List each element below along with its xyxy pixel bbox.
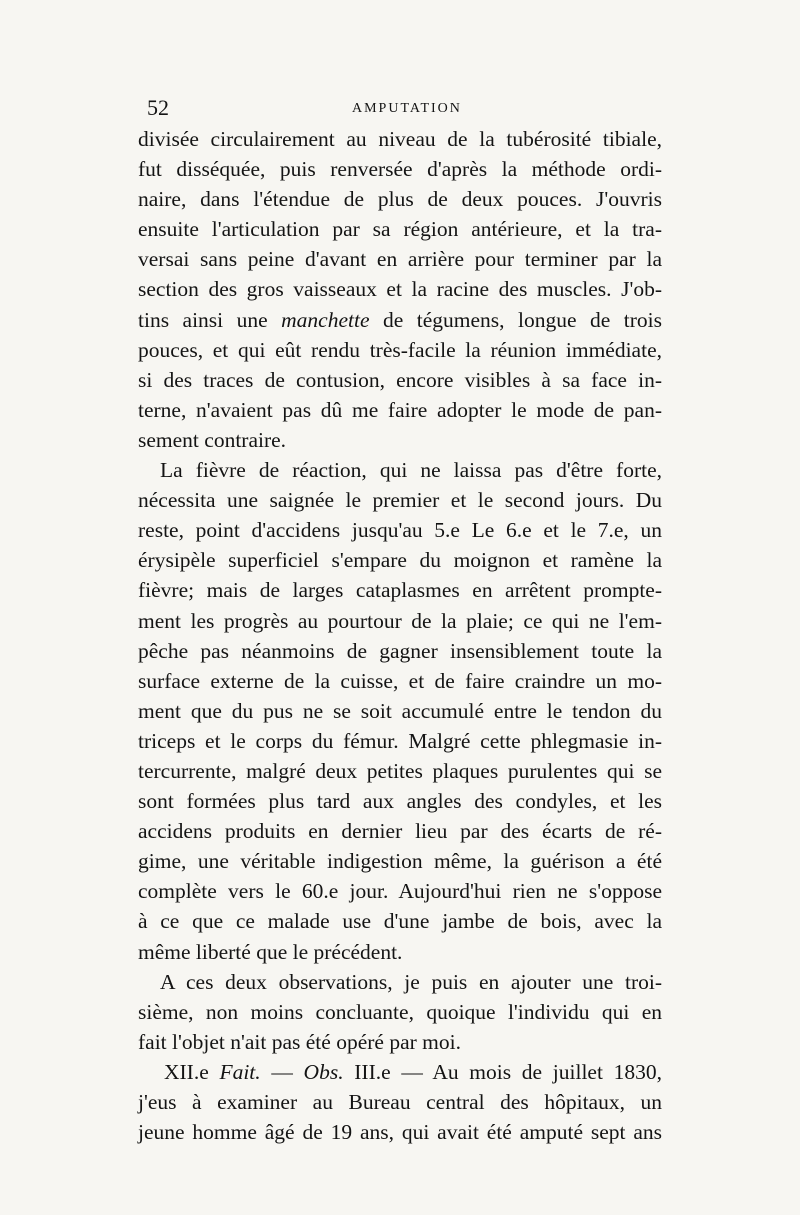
text-line: fièvre; mais de larges cataplasmes en arrêtent prompte- [138,578,662,603]
text-line: ment que du pus ne se soit accumulé entre le tendon du [138,698,662,723]
text-line: sième, non moins concluante, quoique l'individu qui en [138,999,662,1024]
text-line: triceps et le corps du fémur. Malgré cette phlegmasie in- [138,728,662,753]
text-run: tins ainsi une [138,307,282,332]
text-line: si des traces de contusion, encore visibles à sa face in- [138,367,662,392]
text-run: XII.e [164,1059,220,1084]
text-line: La fièvre de réaction, qui ne laissa pas d'être forte, [160,458,662,483]
text-line: tercurrente, malgré deux petites plaques purulentes qui se [138,758,662,783]
text-line: divisée circulairement au niveau de la tubérosité tibiale, [138,127,662,151]
body-text [138,124,662,1147]
text-line [138,305,662,335]
text-line: ment les progrès au pourtour de la plaie; ce qui ne l'em- [138,608,662,633]
text-line: naire, dans l'étendue de plus de deux pouces. J'ouvris [138,187,662,212]
text-line: fait l'objet n'ait pas été opéré par moi. [138,1029,461,1054]
text-line: jeune homme âgé de 19 ans, qui avait été amputé sept ans [138,1120,662,1145]
page-number: 52 [147,95,169,120]
text-line: fut disséquée, puis renversée d'après la méthode ordi- [138,157,662,182]
text-line: pêche pas néanmoins de gagner insensiblement toute la [138,638,662,663]
text-line: terne, n'avaient pas dû me faire adopter le mode de pan- [138,397,662,422]
text-line: A ces deux observations, je puis en ajouter une troi- [160,969,662,994]
text-run: — [260,1059,304,1084]
text-line: complète vers le 60.e jour. Aujourd'hui rien ne s'oppose [138,879,662,904]
italic-word: Obs. [303,1059,344,1084]
text-line: même liberté que le précédent. [138,939,403,964]
text-line: j'eus à examiner au Bureau central des hôpitaux, un [138,1090,662,1114]
text-line: sement contraire. [138,427,287,452]
text-line: gime, une véritable indigestion même, la guérison a été [138,849,662,874]
italic-word: Fait. [219,1059,261,1084]
text-line: à ce que ce malade use d'une jambe de bois, avec la [138,909,662,934]
text-line [138,1057,662,1087]
text-run: de tégumens, longue de trois [369,307,662,332]
text-line: accidens produits en dernier lieu par des écarts de ré- [138,819,662,844]
running-title: AMPUTATION [352,101,462,116]
text-line: section des gros vaisseaux et la racine des muscles. J'ob- [138,277,662,302]
text-line: pouces, et qui eût rendu très-facile la réunion immédiate, [138,337,662,362]
text-line: surface externe de la cuisse, et de faire craindre un mo- [138,668,662,693]
text-line: ensuite l'articulation par sa région antérieure, et la tra- [138,217,662,242]
text-line: sont formées plus tard aux angles des condyles, et les [138,789,662,814]
italic-word: manchette [281,307,370,332]
text-line: reste, point d'accidens jusqu'au 5.e Le 6.e et le 7.e, un [138,518,662,543]
text-line: nécessita une saignée le premier et le second jours. Du [138,488,662,513]
text-run: III.e — Au mois de juillet 1830, [343,1059,662,1084]
text-line: érysipèle superficiel s'empare du moignon et ramène la [138,548,662,573]
text-line: versai sans peine d'avant en arrière pour terminer par la [138,247,662,272]
page-header [147,96,659,120]
